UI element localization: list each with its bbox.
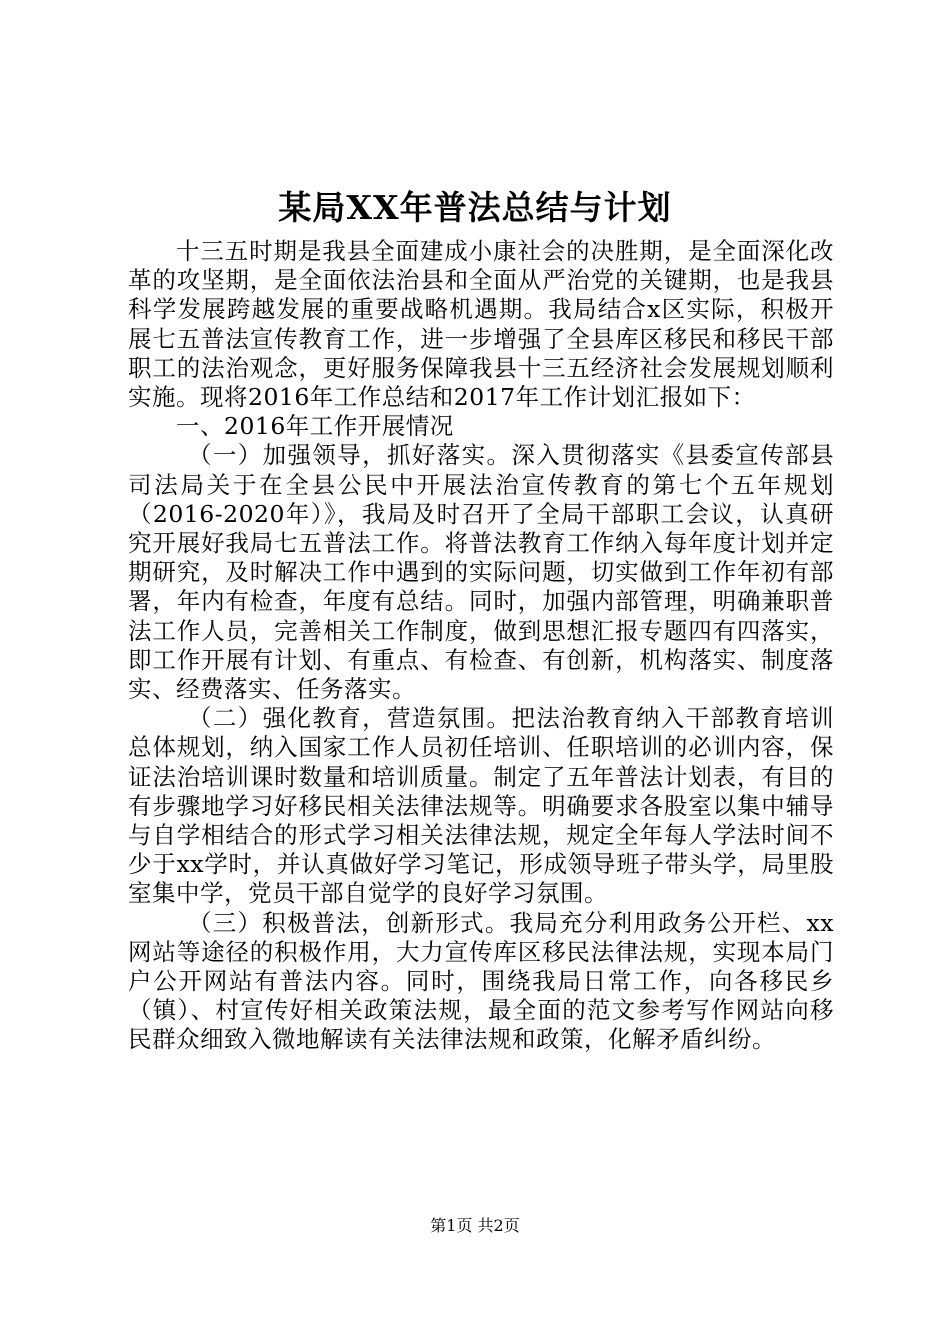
document-title: 某局XX年普法总结与计划 (278, 188, 672, 227)
page-number: 第1页 共2页 (430, 1216, 520, 1235)
intro-paragraph: 十三五时期是我县全面建成小康社会的决胜期，是全面深化改革的攻坚期，是全面依法治县和全面从严治党的关键期，也是我县科学发展跨越发展的重要战略机遇期。我局结合x区实际，积极开展七五普法宣传教育工作，进一步增强了全县库区移民和移民干部职工的法治观念，更好服务保障我县十三五经济社会发展规划顺利实施。现将2016年工作总结和2017年工作计划汇报如下： (128, 237, 834, 412)
document-body (128, 237, 834, 1055)
subsection-paragraph-2: （二）强化教育，营造氛围。把法治教育纳入干部教育培训总体规划，纳入国家工作人员初任培训、任职培训的必训内容，保证法治培训课时数量和培训质量。制定了五年普法计划表，有目的有步骤地学习好移民相关法律法规等。明确要求各股室以集中辅导与自学相结合的形式学习相关法律法规，规定全年每人学法时间不少于xx学时，并认真做好学习笔记，形成领导班子带头学，局里股室集中学，党员干部自觉学的良好学习氛围。 (128, 704, 834, 908)
subsection-paragraph-3: （三）积极普法，创新形式。我局充分利用政务公开栏、xx网站等途径的积极作用，大力宣传库区移民法律法规，实现本局门户公开网站有普法内容。同时，围绕我局日常工作，向各移民乡（镇）、村宣传好相关政策法规，最全面的范文参考写作网站向移民群众细致入微地解读有关法律法规和政策，化解矛盾纠纷。 (128, 908, 834, 1054)
subsection-paragraph-1: （一）加强领导，抓好落实。深入贯彻落实《县委宣传部县司法局关于在全县公民中开展法治宣传教育的第七个五年规划（2016-2020年）》，我局及时召开了全局干部职工会议，认真研究开展好我局七五普法工作。将普法教育工作纳入每年度计划并定期研究，及时解决工作中遇到的实际问题，切实做到工作年初有部署，年内有检查，年度有总结。同时，加强内部管理，明确兼职普法工作人员，完善相关工作制度，做到思想汇报专题四有四落实，即工作开展有计划、有重点、有检查、有创新，机构落实、制度落实、经费落实、任务落实。 (128, 441, 834, 704)
section-heading: 一、2016年工作开展情况 (176, 412, 454, 441)
